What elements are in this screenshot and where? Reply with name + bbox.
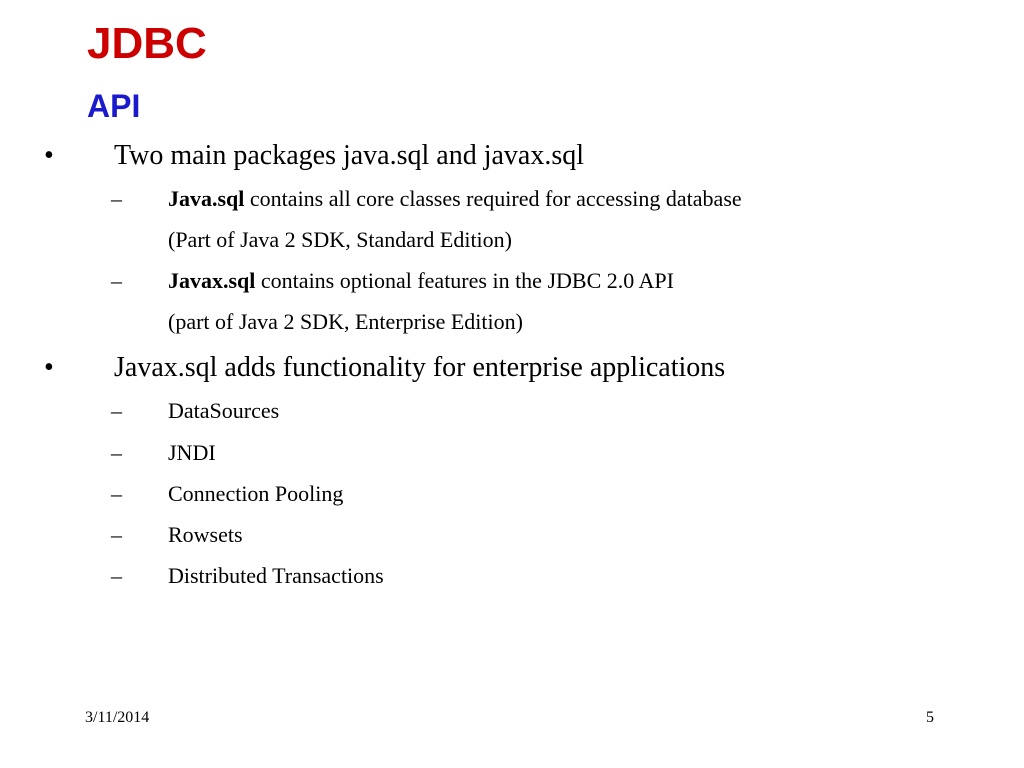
slide-title: JDBC [87,19,207,68]
bullet-text: Two main packages java.sql and javax.sql [114,140,585,171]
sub-bullet-text [168,185,742,213]
sub-bullet-text [168,267,674,295]
bullet-icon: • [44,140,54,171]
dash-icon: – [111,268,122,293]
sub-bullet-text: Connection Pooling [168,481,344,506]
bullet-icon: • [44,352,54,383]
sub-bullet-text: DataSources [168,398,280,423]
sub-bullet-text: Distributed Transactions [168,563,384,588]
page-number: 5 [926,709,934,726]
sub-bullet-rest: contains all core classes required for accessing database [244,186,742,211]
footer-date: 3/11/2014 [85,709,150,726]
sub-bullet-continuation: (Part of Java 2 SDK, Standard Edition) [168,227,512,252]
sub-bullet-bold: Javax.sql [168,268,256,293]
dash-icon: – [111,440,122,465]
dash-icon: – [111,186,122,211]
dash-icon: – [111,522,122,547]
sub-bullet-continuation: (part of Java 2 SDK, Enterprise Edition) [168,309,523,334]
dash-icon: – [111,398,122,423]
sub-bullet-text: Rowsets [168,522,243,547]
dash-icon: – [111,563,122,588]
dash-icon: – [111,481,122,506]
sub-bullet-bold: Java.sql [168,186,245,211]
slide-subtitle: API [87,88,141,124]
sub-bullet-rest: contains optional features in the JDBC 2.0 API [255,268,674,293]
sub-bullet-text: JNDI [168,440,216,465]
bullet-text: Javax.sql adds functionality for enterprise applications [114,352,726,383]
